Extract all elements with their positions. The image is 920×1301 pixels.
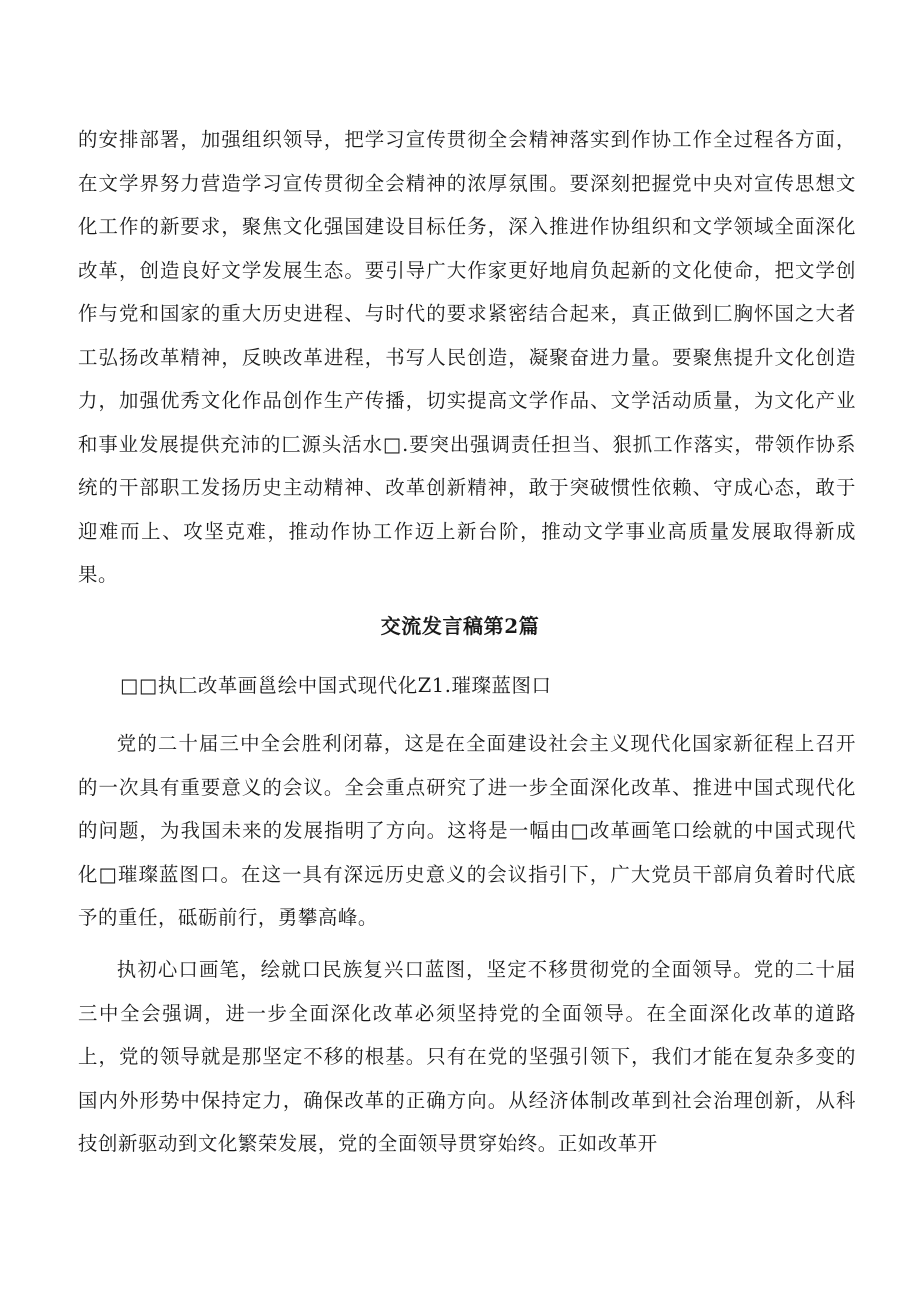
section-heading: 交流发言稿第2篇 <box>380 614 540 638</box>
body-paragraph-1: 的安排部署，加强组织领导，把学习宣传贯彻全会精神落实到作协工作全过程各方面，在文学界努力营造学习宣传贯彻全会精神的浓厚氛围。要深刻把握党中央对宣传思想文化工作的新要求，聚焦文化强国建设目标任务，深入推进作协组织和文学领域全面深化改革，创造良好文学发展生态。要引导广大作家更好地肩负起新的文化使命，把文学创作与党和国家的重大历史进程、与时代的要求紧密结合起来，真正做到匚胸怀国之大者工弘扬改革精神，反映改革进程，书写人民创造，凝聚奋进力量。要聚焦提升文化创造力，加强优秀文化作品创作生产传播，切实提高文学作品、文学活动质量，为文化产业和事业发展提供充沛的匚源头活水□.要突出强调责任担当、狠抓工作落实，带领作协系统的干部职工发扬历史主动精神、改革创新精神，敢于突破惯性依赖、守成心态，敢于迎难而上、攻坚克难，推动作协工作迈上新台阶，推动文学事业高质量发展取得新成果。 <box>78 128 856 586</box>
article-subtitle: □□执匚改革画邕绘中国式现代化Z1.璀璨蓝图口 <box>120 674 552 697</box>
body-paragraph-2: 党的二十届三中全会胜利闭幕，这是在全面建设社会主义现代化国家新征程上召开的一次具有重要意义的会议。全会重点研究了进一步全面深化改革、推进中国式现代化的问题，为我国未来的发展指明了方向。这将是一幅由□改革画笔口绘就的中国式现代化□璀璨蓝图口。在这一具有深远历史意义的会议指引下，广大党员干部肩负着时代底予的重任，砥砺前行，勇攀高峰。 <box>78 732 856 929</box>
body-paragraph-3: 执初心口画笔，绘就口民族复兴口蓝图，坚定不移贯彻党的全面领导。党的二十届三中全会强调，进一步全面深化改革必须坚持党的全面领导。在全面深化改革的道路上，党的领导就是那坚定不移的根基。只有在党的坚强引领下，我们才能在复杂多变的国内外形势中保持定力，确保改革的正确方向。从经济体制改革到社会治理创新，从科技创新驱动到文化繁荣发展，党的全面领导贯穿始终。正如改革开 <box>78 958 856 1155</box>
